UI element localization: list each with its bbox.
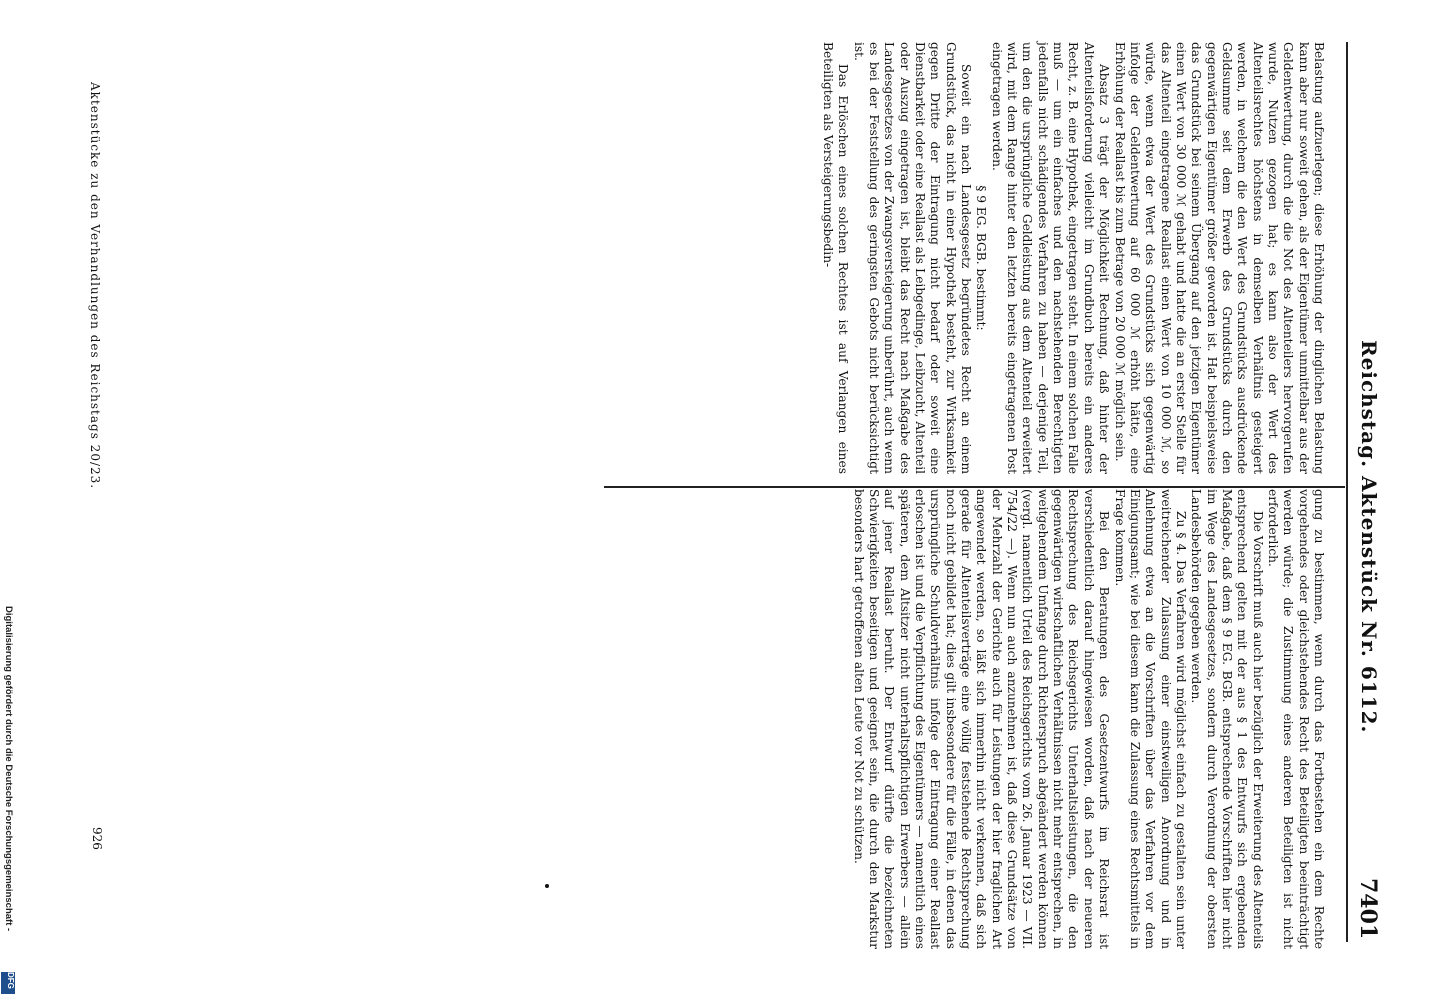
footer-running-title: Aktenstücke zu den Verhandlungen des Reichstags 20/23. — [88, 82, 102, 490]
paragraph: Die Vorschrift muß auch hier bezüglich der Erweiterung des Altenteils entsprechend gelten mit der aus § 1 des Entwurfs sich ergebenden Maßgabe, daß dem § 9 EG. BGB. entsprechende Vorschriften hier nicht im Wege des Landesgesetzes, sondern durch Verordnung der obersten Landesbehörden gegeben werden. — [1189, 489, 1265, 949]
page-number: 7401 — [1355, 878, 1381, 940]
paragraph: Belastung aufzuerlegen; diese Erhöhung der dinglichen Belastung kann aber nur soweit gehen, als der Eigentümer unmittelbar aus der Geldentwertung, durch die die Not des Altenteilers hervorgerufen wurde, Nutzen gezogen hat; es kann also der Wert des Altenteilsrechtes höchstens in demselben Verhältnis gesteigert werden, in welchem die den Wert des Grundstücks ausdrückende Geldsumme seit dem Erwerb des Grundstücks durch den gegenwärtigen Eigentümer größer geworden ist. Hat beispielsweise das Grundstück bei seinem Übergang auf den jetzigen Eigentümer einen Wert von 30 000 ℳ gehabt und hatte die an erster Stelle für das Altenteil eingetragene Reallast einen Wert von 10 000 ℳ, so würde, wenn etwa der Wert des Grundstücks sich gegenwärtig infolge der Geldentwertung auf 60 000 ℳ erhöht hätte, eine Erhöhung der Reallast bis zum Betrage von 20 000 ℳ möglich sein. — [1112, 42, 1326, 474]
digitization-credit: Digitalisierung gefördert durch die Deutsche Forschungsgemeinschaft - — [3, 606, 14, 932]
paragraph: gung zu bestimmen, wenn durch das Fortbestehen ein dem Rechte vorgehendes oder gleichstehendes Recht des Beteiligten beeinträchtigt werden würde; die Zustimmung eines anderen Beteiligten ist nicht erforderlich. — [1265, 489, 1326, 949]
paragraph: Bei den Beratungen des Gesetzentwurfs im Reichsrat ist verschiedentlich darauf hingewiesen worden, daß nach der neueren Rechtsprechung des Reichsgerichts Unterhaltsleistungen, die den gegenwärtigen wirtschaftlichen Verhältnissen nicht mehr entsprechen, in weitgehendem Umfange durch Richterspruch abgeändert werden können (vergl. namentlich Urteil des Reichsgerichts vom 26. Januar 1923 — VII. 754/22 —). Wenn nun auch anzunehmen ist, daß diese Grundsätze von der Mehrzahl der Gerichte auch für Leistungen der hier fraglichen Art angewendet werden, so läßt sich immerhin nicht verkennen, daß sich gerade für Altenteilsverträge eine völlig feststehende Rechtsprechung noch nicht gebildet hat; dies gilt insbesondere für die Fälle, in denen das ursprüngliche Schuldverhältnis infolge der Eintragung einer Reallast erloschen ist und die Verpflichtung des Eigentümers — namentlich eines späteren, dem Altsitzer nicht unterhaltspflichtigen Erwerbers — allein auf jener Reallast beruht. Der Entwurf dürfte die bezeichneten Schwierigkeiten beseitigen und geeignet sein, die durch den Markstur besonders hart getroffenen alten Leute vor Not zu schützen. — [851, 489, 1112, 949]
text-column-left — [820, 42, 1326, 474]
paragraph: Soweit ein nach Landesgesetz begründetes Recht an einem Grundstück, das nicht in einer Hypothek besteht, zur Wirksamkeit gegen Dritte der Eintragung nicht bedarf oder soweit eine Dienstbarkeit oder eine Reallast als Leibgedinge, Leibzucht, Altenteil oder Auszug eingetragen ist, bleibt das Recht nach Maßgabe des Landesgesetzes von der Zwangsversteigerung unberührt, auch wenn es bei der Feststellung des geringsten Gebots nicht berücksichtigt ist. — [851, 42, 974, 474]
page-header-title: Reichstag. Aktenstück Nr. 6112. — [1357, 340, 1381, 734]
section-heading: § 9 EG. BGB. bestimmt: — [974, 185, 989, 331]
paragraph: Absatz 3 trägt der Möglichkeit Rechnung, daß hinter der Altenteilsforderung vielleicht im Grundbuch bereits ein anderes Recht, z. B. eine Hypothek, eingetragen steht. In einem solchen Falle muß — um ein einfaches und den nachstehenden Berechtigten jedenfalls nicht schädigendes Verfahren zu haben — derjenige Teil, um den die ursprüngliche Geldleistung aus dem Altenteil erweitert wird, mit dem Range hinter den letzten bereits eingetragenen Post eingetragen werden. — [989, 42, 1112, 474]
header-rule — [1346, 42, 1348, 942]
sheet-number: 926 — [90, 827, 104, 850]
text-column-right — [850, 489, 1326, 949]
column-divider — [604, 486, 1345, 488]
paragraph: Das Erlöschen eines solchen Rechtes ist auf Verlangen eines Beteiligten als Versteigerungsbedin- — [821, 42, 851, 474]
dfg-logo-icon: DFG — [1, 972, 15, 994]
print-speck — [545, 884, 549, 888]
paragraph: Zu § 4. Das Verfahren wird möglichst einfach zu gestalten sein unter weitreichender Zulassung einer einstweiligen Anordnung und in Anlehnung etwa an die Vorschriften über das Verfahren vor dem Einigungsamt; wie bei diesem kann die Zulassung eines Rechtsmittels in Frage kommen. — [1112, 489, 1188, 949]
